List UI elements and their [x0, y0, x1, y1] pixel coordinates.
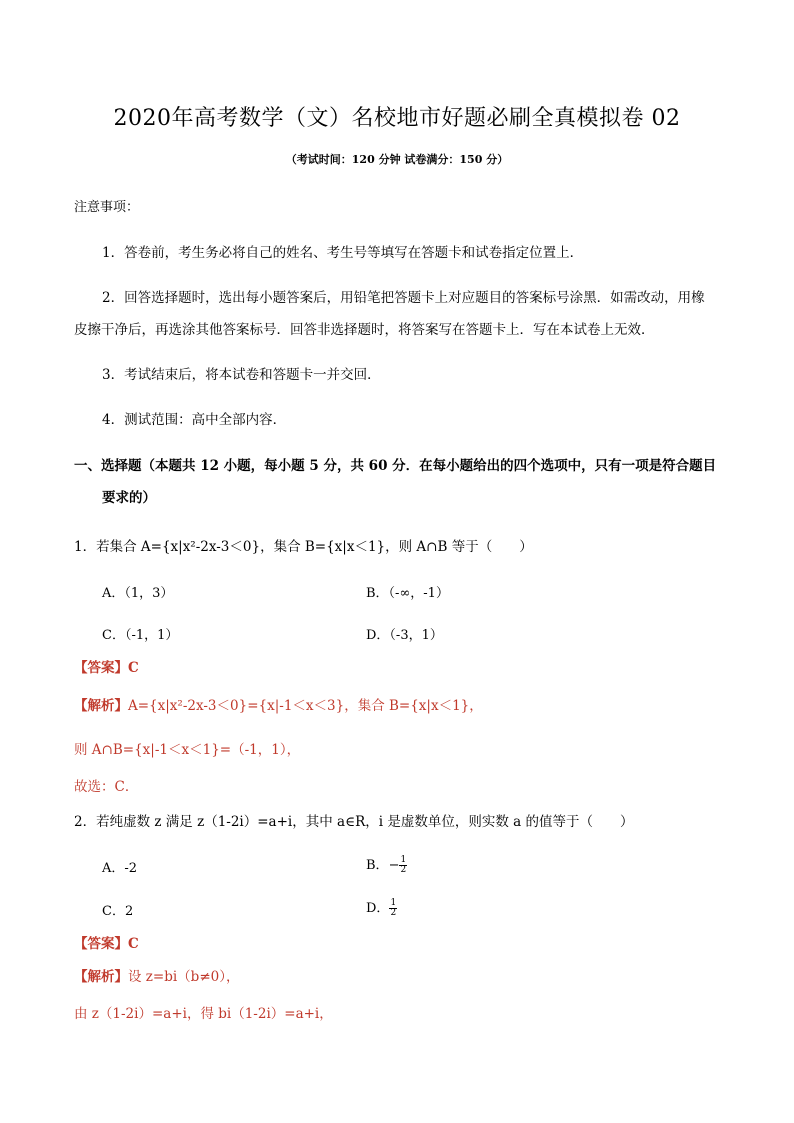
q2-option-d: [366, 897, 397, 918]
page-title: 2020年高考数学（文）名校地市好题必刷全真模拟卷 02: [113, 106, 681, 131]
fraction-denominator: 2: [400, 865, 407, 875]
answer-label: 【答案】: [74, 936, 128, 952]
notice-item-2-cont: 皮擦干净后，再选涂其他答案标号．回答非选择题时，将答案写在答题卡上．写在本试卷上无效．: [74, 322, 655, 338]
fraction-one-half: [399, 856, 407, 875]
q1-answer: [74, 658, 139, 678]
q1-analysis-line-2: 则 A∩B={x|-1＜x＜1}=（-1，1），: [74, 742, 301, 758]
q1-option-b: B．（-∞，-1）: [366, 586, 449, 601]
q2-analysis-line-2: 由 z（1-2i）=a+i，得 bi（1-2i）=a+i，: [74, 1006, 333, 1022]
fraction-denominator: 2: [390, 908, 397, 918]
q2-option-c: C．2: [102, 904, 134, 919]
section-heading-cont: 要求的）: [102, 490, 156, 506]
notice-item-3: 3．考试结束后，将本试卷和答题卡一并交回．: [102, 367, 381, 383]
question-2-stem: 2．若纯虚数 z 满足 z（1-2i）=a+i，其中 a∈R，i 是虚数单位，则实数 a 的值等于（ ）: [74, 814, 634, 830]
option-letter: D．: [366, 901, 390, 916]
minus-sign: −: [388, 858, 400, 873]
notice-item-1: 1．答卷前，考生务必将自己的姓名、考生号等填写在答题卡和试卷指定位置上．: [102, 245, 584, 261]
q2-answer: [74, 934, 139, 954]
fraction-numerator: 1: [400, 855, 407, 865]
q1-analysis-line-1: [74, 696, 483, 716]
exam-info: （考试时间：120 分钟 试卷满分：150 分）: [285, 153, 509, 166]
q2-option-b: [366, 854, 407, 875]
q1-option-d: D．（-3，1）: [366, 628, 443, 643]
q1-analysis-line-3: 故选：C．: [74, 779, 139, 795]
option-letter: B．: [366, 858, 389, 873]
notice-item-4: 4．测试范围：高中全部内容．: [102, 412, 287, 428]
fraction-numerator: 1: [390, 898, 397, 908]
q2-analysis-line-1: [74, 967, 239, 987]
answer-value: C: [128, 936, 139, 952]
answer-value: C: [128, 660, 139, 676]
notice-item-2: 2．回答选择题时，选出每小题答案后，用铅笔把答题卡上对应题目的答案标号涂黑．如需改动，用橡: [102, 290, 705, 306]
analysis-text: A={x|x²-2x-3＜0}={x|-1＜x＜3}，集合 B={x|x＜1}，: [128, 698, 483, 714]
q2-option-a: A．-2: [102, 861, 138, 876]
answer-label: 【答案】: [74, 660, 128, 676]
analysis-label: 【解析】: [74, 698, 128, 714]
section-heading: 一、选择题（本题共 12 小题，每小题 5 分，共 60 分．在每小题给出的四个选项中，只有一项是符合题目: [74, 458, 717, 474]
fraction-one-half: [389, 899, 397, 918]
q1-option-c: C．（-1，1）: [102, 628, 179, 643]
analysis-text: 设 z=bi（b≠0），: [128, 969, 240, 985]
analysis-label: 【解析】: [74, 969, 128, 985]
question-1-stem: 1．若集合 A={x|x²-2x-3＜0}，集合 B={x|x＜1}，则 A∩B 等于（ ）: [74, 539, 533, 555]
q1-option-a: A．（1，3）: [102, 586, 174, 601]
notice-heading: 注意事项：: [74, 200, 140, 215]
